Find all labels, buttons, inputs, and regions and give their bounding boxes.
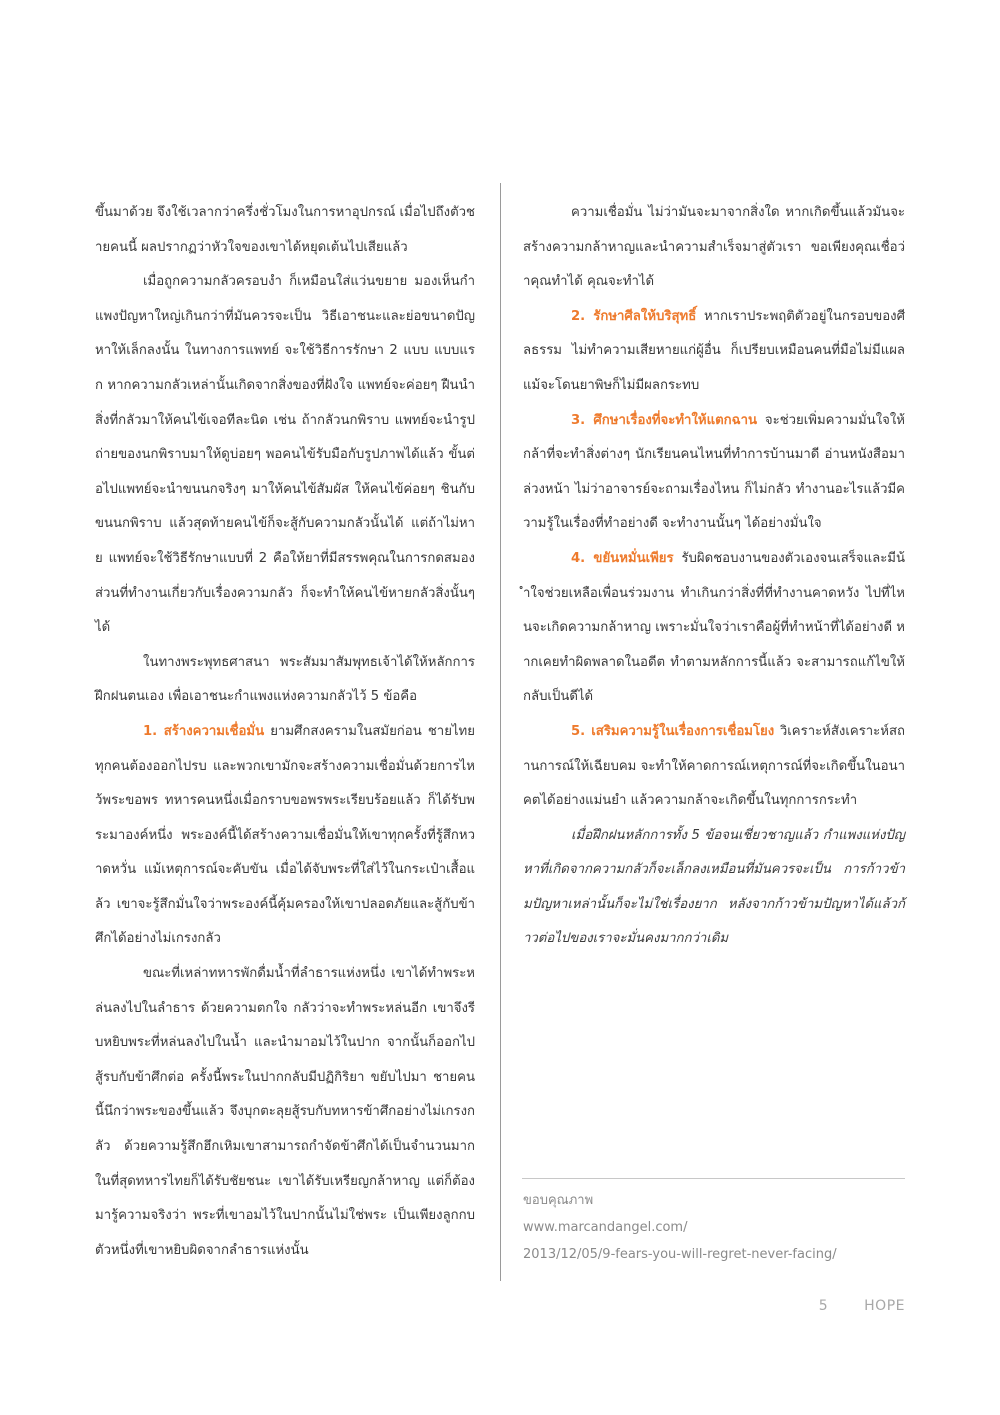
credits-label: ขอบคุณภาพ <box>523 1193 594 1208</box>
principle-5-heading: 5. เสริมความรู้ในเรื่องการเชื่อมโยง <box>571 723 775 739</box>
column-divider <box>500 183 501 1281</box>
left-paragraph-5: ขณะที่เหล่าทหารพักดื่มน้ำที่ลำธารแห่งหนึ่ง เขาได้ทำพระหล่นลงไปในลำธาร ด้วยความตกใจ กลัวว่าจะทำพระหล่นอีก เขาจึงรีบหยิบพระที่หล่นลงไปในน้ำ และนำมาอมไว้ในปาก จากนั้นก็ออกไปสู้รบกับข้าศึกต่อ ครั้งนี้พระในปากกลับมีปฏิกิริยา ขยับไปมา ชายคนนี้นึกว่าพระของขึ้นแล้ว จึงบุกตะลุยสู้รบกับทหารข้าศึกอย่างไม่เกรงกลัว ด้วยความรู้สึกฮึกเหิมเขาสามารถกำจัดข้าศึกได้เป็นจำนวนมาก ในที่สุดทหารไทยก็ได้รับชัยชนะ เขาได้รับเหรียญกล้าหาญ แต่ก็ต้องมารู้ความจริงว่า พระที่เขาอมไว้ในปากนั้นไม่ใช่พระ เป็นเพียงลูกกบตัวหนึ่งที่เขาหยิบผิดจากลำธารแห่งนั้น <box>95 966 475 1258</box>
principle-5-text: วิเคราะห์สังเคราะห์สถานการณ์ให้เฉียบคม จะทำให้คาดการณ์เหตุการณ์ที่จะเกิดขึ้นในอนาคตได้อย่างแม่นยำ แล้วความกล้าจะเกิดขึ้นในทุกการกระทำ <box>523 723 905 809</box>
right-paragraph-1: ความเชื่อมั่น ไม่ว่ามันจะมาจากสิ่งใด หากเกิดขึ้นแล้วมันจะสร้างความกล้าหาญและนำความสำเร็จมาสู่ตัวเรา ขอเพียงคุณเชื่อว่าคุณทำได้ คุณจะทำได้ <box>523 205 905 290</box>
principle-2-paragraph <box>523 300 905 404</box>
credits-divider <box>522 1178 905 1179</box>
principle-2-text: หากเราประพฤติตัวอยู่ในกรอบของศีลธรรม ไม่ทำความเสียหายแก่ผู้อื่น ก็เปรียบเหมือนคนที่มือไม่มีแผล แม้จะโดนยาพิษก็ไม่มีผลกระทบ <box>523 308 905 393</box>
principle-1-heading: 1. สร้างความเชื่อมั่น <box>143 723 265 739</box>
principle-5-paragraph <box>523 715 905 819</box>
page-footer <box>760 1298 905 1314</box>
principle-2-heading: 2. รักษาศีลให้บริสุทธิ์ <box>571 308 697 324</box>
left-column <box>95 196 475 1268</box>
principle-1-paragraph <box>95 715 475 957</box>
page-number: 5 <box>818 1298 829 1314</box>
credits-url-line-1: www.marcandangel.com/ <box>523 1220 688 1235</box>
credits-url-line-2: 2013/12/05/9-fears-you-will-regret-never-facing/ <box>523 1247 837 1262</box>
principle-4-paragraph <box>523 542 905 715</box>
principle-4-text: รับผิดชอบงานของตัวเองจนเสร็จและมีน้ำใจช่วยเหลือเพื่อนร่วมงาน ทำเกินกว่าสิ่งที่ที่ทำงานคาดหวัง ไปที่ไหนจะเกิดความกล้าหาญ เพราะมั่นใจว่าเราคือผู้ที่ทำหน้าที่ได้อย่างดี หากเคยทำผิดพลาดในอดีต ทำตามหลักการนี้แล้ว จะสามารถแก้ไขให้กลับเป็นดีได้ <box>523 550 905 705</box>
principle-3-heading: 3. ศึกษาเรื่องที่จะทำให้แตกฉาน <box>571 412 758 428</box>
principle-3-text: จะช่วยเพิ่มความมั่นใจให้กล้าที่จะทำสิ่งต่างๆ นักเรียนคนไหนที่ทำการบ้านมาดี อ่านหนังสือมาล่วงหน้า ไม่ว่าอาจารย์จะถามเรื่องไหน ก็ไม่กลัว ทำงานอะไรแล้วมีความรู้ในเรื่องที่ทำอย่างดี จะทำงานนั้นๆ ได้อย่างมั่นใจ <box>523 412 905 532</box>
image-credits <box>523 1187 913 1268</box>
principle-3-paragraph <box>523 404 905 542</box>
left-paragraph-2: เมื่อถูกความกลัวครอบงำ ก็เหมือนใส่แว่นขยาย มองเห็นกำแพงปัญหาใหญ่เกินกว่าที่มันควรจะเป็น วิธีเอาชนะและย่อขนาดปัญหาให้เล็กลงนั้น ในทางการแพทย์ จะใช้วิธีการรักษา 2 แบบ แบบแรก หากความกลัวเหล่านั้นเกิดจากสิ่งของที่ฝังใจ แพทย์จะค่อยๆ ฝืนนำสิ่งที่กลัวมาให้คนไข้เจอทีละนิด เช่น ถ้ากลัวนกพิราบ แพทย์จะนำรูปถ่ายของนกพิราบมาให้ดูบ่อยๆ พอคนไข้รับมือกับรูปภาพได้แล้ว ขั้นต่อไปแพทย์จะนำขนนกจริงๆ มาให้คนไข้สัมผัส ให้คนไข้ค่อยๆ ชินกับขนนกพิราบ แล้วสุดท้ายคนไข้ก็จะสู้กับความกลัวนั้นได้ แต่ถ้าไม่หาย แพทย์จะใช้วิธีรักษาแบบที่ 2 คือให้ยาที่มีสรรพคุณในการกดสมอง ส่วนที่ทำงานเกี่ยวกับเรื่องความกลัว ก็จะทำให้คนไข้หายกลัวสิ่งนั้นๆ ได้ <box>95 274 475 636</box>
principle-1-text: ยามศึกสงครามในสมัยก่อน ชายไทยทุกคนต้องออกไปรบ และพวกเขามักจะสร้างความเชื่อมั่นด้วยการไหว้พระขอพร ทหารคนหนึ่งเมื่อกราบขอพรพระเรียบร้อยแล้ว ก็ได้รับพระมาองค์หนึ่ง พระองค์นี้ได้สร้างความเชื่อมั่นให้เขาทุกครั้งที่รู้สึกหวาดหวั่น แม้เหตุการณ์จะคับขัน เมื่อได้จับพระที่ใส่ไว้ในกระเป๋าเสื้อแล้ว เขาจะรู้สึกมั่นใจว่าพระองค์นี้คุ้มครองให้เขาปลอดภัยและสู้กับข้าศึกได้อย่างไม่เกรงกลัว <box>95 723 475 947</box>
principle-4-heading: 4. ขยันหมั่นเพียร <box>571 550 674 566</box>
conclusion-paragraph: เมื่อฝึกฝนหลักการทั้ง 5 ข้อจนเชี่ยวชาญแล้ว กำแพงแห่งปัญหาที่เกิดจากความกลัวก็จะเล็กลงเหมือนที่มันควรจะเป็น การก้าวข้ามปัญหาเหล่านั้นก็จะไม่ใช่เรื่องยาก หลังจากก้าวข้ามปัญหาได้แล้วก้าวต่อไปของเราจะมั่นคงมากกว่าเดิม <box>523 827 905 947</box>
right-column <box>523 196 905 957</box>
left-paragraph-1: ขึ้นมาด้วย จึงใช้เวลากว่าครึ่งชั่วโมงในการหาอุปกรณ์ เมื่อไปถึงตัวชายคนนี้ ผลปรากฏว่าหัวใจของเขาได้หยุดเต้นไปเสียแล้ว <box>95 205 475 255</box>
magazine-name: HOPE <box>864 1298 905 1314</box>
left-paragraph-3: ในทางพระพุทธศาสนา พระสัมมาสัมพุทธเจ้าได้ให้หลักการฝึกฝนตนเอง เพื่อเอาชนะกำแพงแห่งความกลัวไว้ 5 ข้อคือ <box>95 654 475 705</box>
